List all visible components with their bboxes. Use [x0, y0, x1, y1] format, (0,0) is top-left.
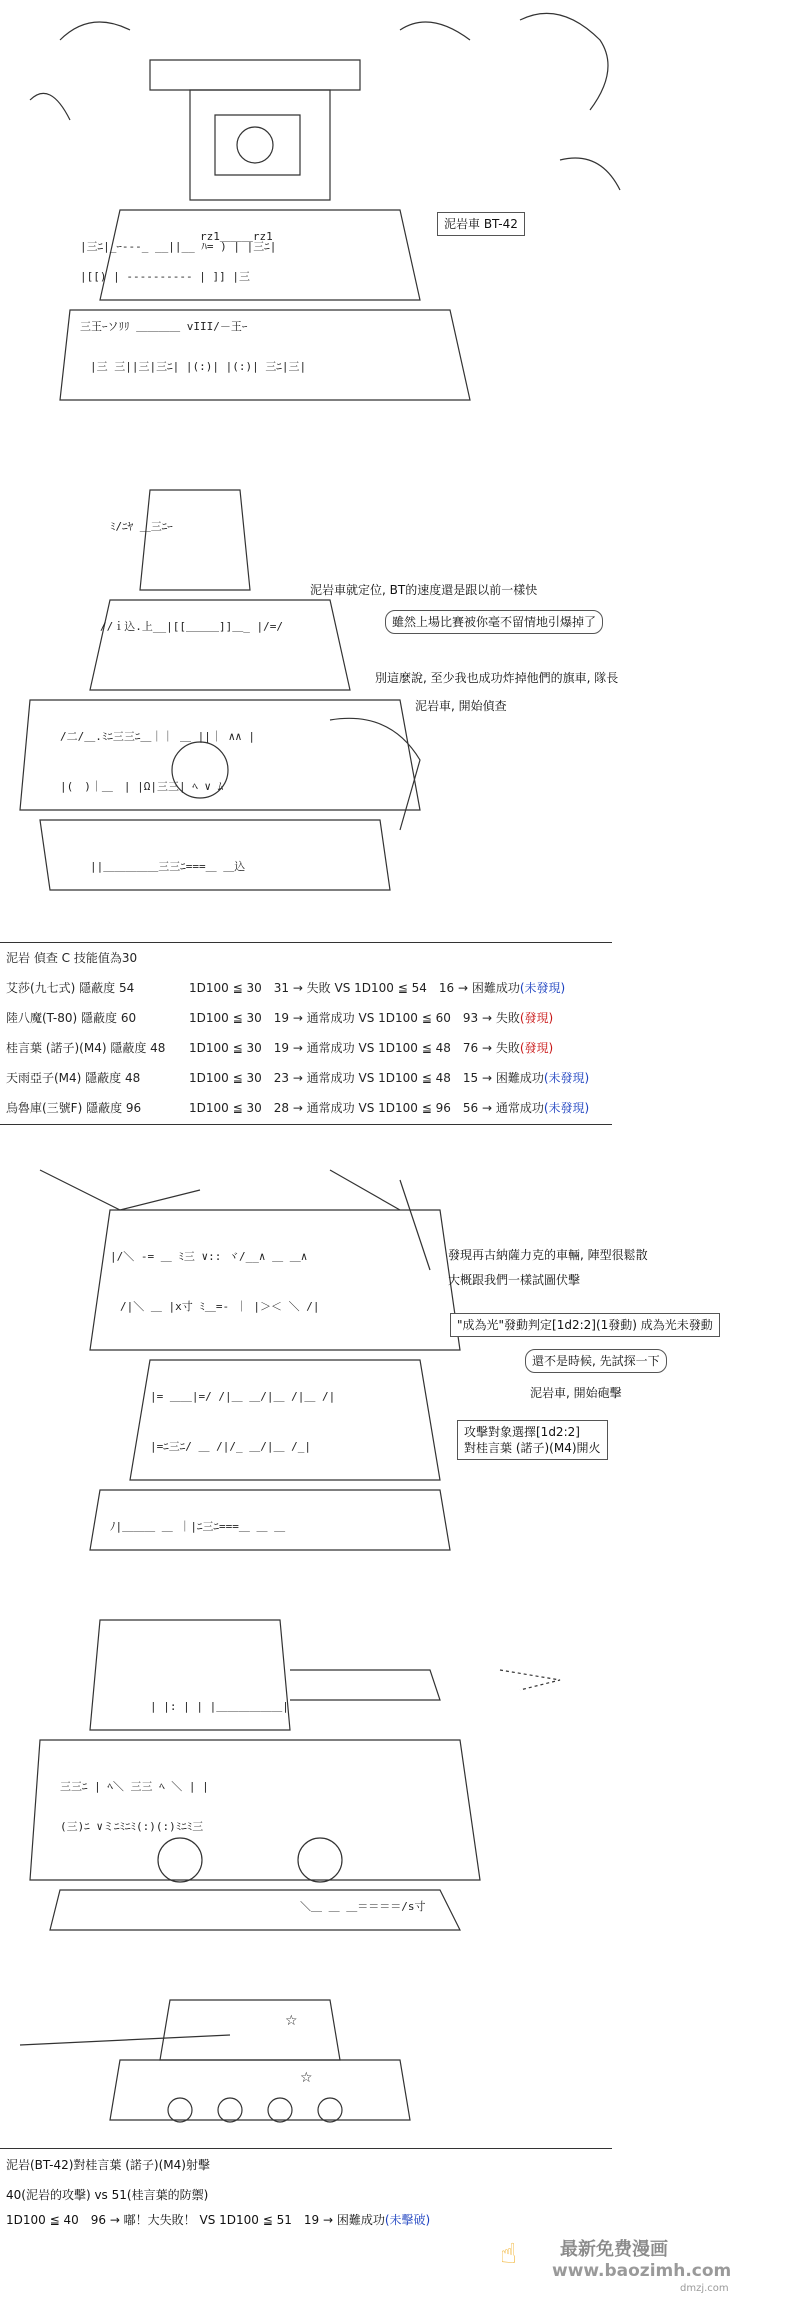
- svg-text:|三 三||三|三ﾆ| |(:)| |(:)| 三ﾆ|三|: |三 三||三|三ﾆ| |(:)| |(:)| 三ﾆ|三|: [90, 360, 307, 373]
- row-tag: (發現): [519, 1011, 554, 1025]
- row-tag: (未發現): [543, 1071, 590, 1085]
- recon-title-text: 泥岩 偵查 C 技能值為30: [6, 951, 138, 965]
- scene2-caption-3: 泥岩車, 開始偵查: [415, 699, 507, 713]
- row-tag: (未發現): [519, 981, 566, 995]
- svg-text:|= ＿＿|=/ /|＿ ＿/|＿ /|＿ /|: |= ＿＿|=/ /|＿ ＿/|＿ /|＿ /|: [150, 1390, 336, 1403]
- scene3-box-2-line1: 攻擊對象選擇[1d2:2]: [464, 1425, 580, 1439]
- row-tag: (未發現): [543, 1101, 590, 1115]
- svg-text:ﾐ/ﾆﾔ ＿三ﾆｰ: ﾐ/ﾆﾔ ＿三ﾆｰ: [110, 520, 173, 533]
- recon-table: [6, 950, 612, 1130]
- attack-line-1: 泥岩(BT-42)對桂言葉 (諾子)(M4)射擊: [6, 2158, 210, 2172]
- svg-text:rz1＿＿＿rz1: rz1＿＿＿rz1: [200, 230, 273, 243]
- row-result: 1D100 ≦ 30 31 → 失敗 VS 1D100 ≦ 54 16 → 困難成功(未發現): [189, 981, 566, 995]
- svg-text:(三)ﾆ ∨ミﾆﾐﾆﾐ(:)(:)ﾐﾆﾐ三: (三)ﾆ ∨ミﾆﾐﾆﾐ(:)(:)ﾐﾆﾐ三: [60, 1820, 204, 1833]
- scene3-caption-3: 泥岩車, 開始砲擊: [530, 1386, 622, 1400]
- svg-text:☆: ☆: [285, 2013, 298, 2029]
- svg-text:|[[) | ---------- | ]] |三: |[[) | ---------- | ]] |三: [80, 270, 250, 283]
- watermark-line3: dmzj.com: [680, 2283, 729, 2294]
- scene3-box-2-line2: 對桂言葉 (諾子)(M4)開火: [464, 1441, 601, 1455]
- scene3-caption-1: 發現再古納薩力克的車輛, 陣型很鬆散: [448, 1248, 648, 1262]
- row-result: 1D100 ≦ 30 19 → 通常成功 VS 1D100 ≦ 60 93 → 失敗(發現): [189, 1011, 554, 1025]
- svg-text:ﾉ|＿＿＿ ＿ ｜|ﾆ三ﾆ===＿ ＿ ＿: ﾉ|＿＿＿ ＿ ｜|ﾆ三ﾆ===＿ ＿ ＿: [110, 1520, 286, 1533]
- scene2-caption-2: 別這麼說, 至少我也成功炸掉他們的旗車, 隊長: [375, 671, 619, 685]
- table-row: [6, 1070, 612, 1086]
- row-tag: (發現): [519, 1041, 554, 1055]
- recon-title: [6, 950, 612, 966]
- row-name: 烏魯庫(三號F) 隱蔽度 96: [6, 1101, 142, 1115]
- svg-text:|/＼ -= ＿ ﾐ三 ∨:: ヾ/__∧ ＿ ＿∧: |/＼ -= ＿ ﾐ三 ∨:: ヾ/__∧ ＿ ＿∧: [110, 1250, 308, 1263]
- svg-text:/|＼ ＿ |x寸 ﾐ＿=- ｜ |＞＜ ＼ /|: /|＼ ＿ |x寸 ﾐ＿=- ｜ |＞＜ ＼ /|: [120, 1300, 320, 1313]
- table-top-rule: [0, 942, 612, 943]
- row-result: 1D100 ≦ 30 28 → 通常成功 VS 1D100 ≦ 96 56 → 通常成功(未發現): [189, 1101, 590, 1115]
- table-bottom-rule: [0, 1124, 612, 1125]
- scene3-speech-bubble: 還不是時候, 先試探一下: [525, 1349, 667, 1373]
- scene3-ascii-art: [0, 1150, 800, 1600]
- hand-icon: ☝: [500, 2237, 518, 2270]
- attack-line-3: 1D100 ≦ 40 96 → 嘟！大失敗！ VS 1D100 ≦ 51 19 → 困難成功(未擊破): [6, 2213, 431, 2227]
- scene2-ascii-art: [0, 470, 800, 930]
- watermark-line1: 最新免费漫画: [560, 2239, 668, 2260]
- scene3-caption-2: 大概跟我們一樣試圖伏擊: [448, 1273, 581, 1287]
- row-name: 桂言葉 (諾子)(M4) 隱蔽度 48: [6, 1041, 166, 1055]
- table-row: [6, 1010, 612, 1026]
- svg-text:/二/＿.ﾐﾆ三三ﾆ＿｜｜ ＿ ||｜ ∧∧ |: /二/＿.ﾐﾆ三三ﾆ＿｜｜ ＿ ||｜ ∧∧ |: [60, 730, 255, 743]
- table-row: [6, 980, 612, 996]
- row-name: 陸八魔(T-80) 隱蔽度 60: [6, 1011, 137, 1025]
- svg-text:||＿＿＿＿＿三三ﾆ===＿ ＿込: ||＿＿＿＿＿三三ﾆ===＿ ＿込: [90, 860, 246, 873]
- scene5-ascii-art: [0, 1950, 800, 2140]
- name-tag: 泥岩車 BT-42: [437, 212, 525, 236]
- scene2-caption-1: 泥岩車就定位, BT的速度還是跟以前一樣快: [310, 583, 538, 597]
- table-row: [6, 1100, 612, 1116]
- attack-tag: (未擊破): [384, 2213, 431, 2227]
- svg-text:＼＿ ＿ ＿＝＝＝＝/s寸: ＼＿ ＿ ＿＝＝＝＝/s寸: [300, 1900, 426, 1913]
- row-result: 1D100 ≦ 30 19 → 通常成功 VS 1D100 ≦ 48 76 → 失敗(發現): [189, 1041, 554, 1055]
- row-name: 天雨亞子(M4) 隱蔽度 48: [6, 1071, 141, 1085]
- row-name: 艾莎(九七式) 隱蔽度 54: [6, 981, 135, 995]
- scene2-speech-bubble: 雖然上場比賽被你毫不留情地引爆掉了: [385, 610, 603, 634]
- table-row: [6, 1040, 612, 1056]
- scene1-ascii-art: [0, 0, 800, 440]
- scene4-ascii-art: [0, 1610, 800, 1940]
- scene3-box-2: [457, 1420, 608, 1460]
- watermark-line2: www.baozimh.com: [552, 2261, 732, 2281]
- svg-text:|( )｜＿ | |Ω|三三| ﾍ ∨ ﾑ: |( )｜＿ | |Ω|三三| ﾍ ∨ ﾑ: [60, 780, 224, 793]
- scene3-box-1: "成為光"發動判定[1d2:2](1發動) 成為光未發動: [450, 1313, 720, 1337]
- svg-text:|=ﾆ三ﾆ/ ＿ /|/_ ＿/|＿ /_|: |=ﾆ三ﾆ/ ＿ /|/_ ＿/|＿ /_|: [150, 1440, 311, 1453]
- svg-text:三三ﾆ | ﾍ＼ 三三 ﾍ ＼ | |: 三三ﾆ | ﾍ＼ 三三 ﾍ ＼ | |: [60, 1780, 209, 1793]
- svg-text:☆: ☆: [300, 2070, 313, 2086]
- row-result: 1D100 ≦ 30 23 → 通常成功 VS 1D100 ≦ 48 15 → 困難成功(未發現): [189, 1071, 590, 1085]
- attack-line-2: 40(泥岩的攻擊) vs 51(桂言葉的防禦): [6, 2188, 209, 2202]
- svg-text:| |: | | |＿＿＿＿＿＿|: | |: | | |＿＿＿＿＿＿|: [150, 1700, 289, 1713]
- watermark: [490, 2233, 790, 2297]
- svg-text://ｉ込.上__|[[＿＿＿]]＿_ |/=/: //ｉ込.上__|[[＿＿＿]]＿_ |/=/: [100, 620, 283, 633]
- attack-top-rule: [0, 2148, 612, 2149]
- svg-text:|三ﾆ|_ｰ---_ __||__ ﾊ= ) | |三ﾆ|: |三ﾆ|_ｰ---_ __||__ ﾊ= ) | |三ﾆ|: [80, 240, 277, 253]
- svg-text:三王ｰソﾘﾘ ＿＿＿＿ vIII/－王ｰ: 三王ｰソﾘﾘ ＿＿＿＿ vIII/－王ｰ: [80, 320, 248, 333]
